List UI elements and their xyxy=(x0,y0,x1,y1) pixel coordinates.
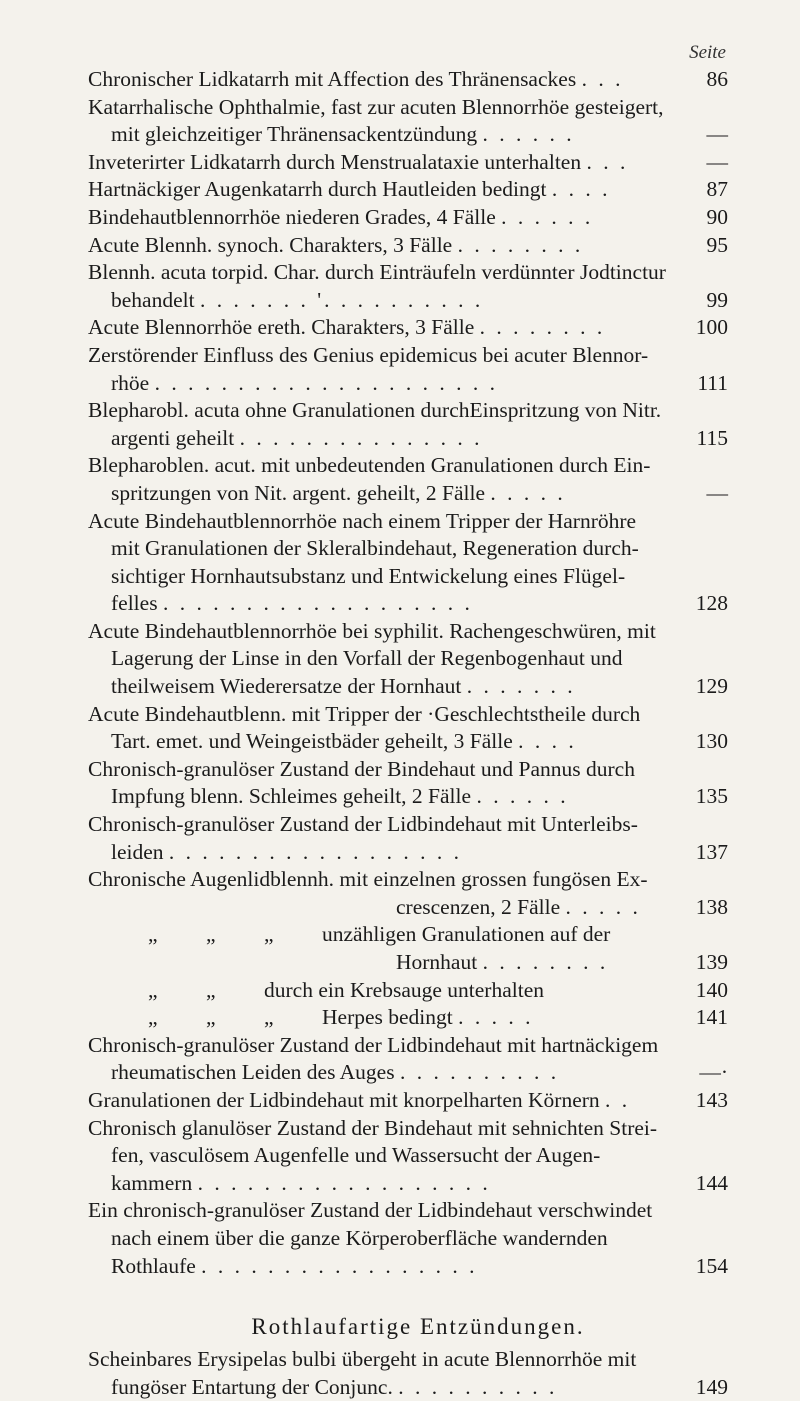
page-number: 135 xyxy=(695,784,728,809)
leader-dots: . . . . . . . . xyxy=(482,950,609,974)
entry-text: Chronisch-granulöser Zustand der Lidbindehaut mit hartnäckigem xyxy=(88,1032,659,1057)
entry-line xyxy=(88,342,680,370)
entry-text: Acute Blennorrhöe ereth. Charakters, 3 Fälle xyxy=(88,315,475,340)
entry-text: nach einem über die ganze Körperoberfläche wandernden xyxy=(111,1225,608,1250)
page-number: 144 xyxy=(695,1170,728,1195)
entry-text: unzähligen Granulationen auf der xyxy=(322,922,611,947)
entry-line xyxy=(88,1225,680,1253)
page-number: 130 xyxy=(695,729,728,754)
ditto-mark: „ xyxy=(264,922,274,947)
entry-text: Lagerung der Linse in den Vorfall der Regenbogenhaut und xyxy=(111,646,623,671)
entry-text: spritzungen von Nit. argent. geheilt, 2 Fälle xyxy=(111,480,485,505)
entry-line xyxy=(88,618,680,646)
page-number: — xyxy=(706,122,728,147)
index-entries xyxy=(88,66,728,1280)
index-entry xyxy=(88,756,728,811)
ditto-marks xyxy=(88,921,322,949)
entry-line xyxy=(88,1059,680,1087)
index-entry xyxy=(88,149,728,177)
entry-text: crescenzen, 2 Fälle xyxy=(396,894,561,919)
entry-line xyxy=(88,480,680,508)
entry-line xyxy=(88,1142,680,1170)
index-entry xyxy=(88,259,728,314)
leader-dots: . . . . . . . '. . . . . . . . . . xyxy=(199,287,484,312)
entry-text: Blepharobl. acuta ohne Granulationen durchEinspritzung von Nitr. xyxy=(88,398,662,423)
index-entry xyxy=(88,811,728,866)
entry-text: Hornhaut xyxy=(396,950,478,974)
entry-text: Herpes bedingt xyxy=(322,1005,453,1030)
entry-text: mit gleichzeitiger Thränensackentzündung xyxy=(111,122,478,147)
ditto-mark: „ xyxy=(206,922,216,947)
page-number: 115 xyxy=(696,425,728,450)
index-entry xyxy=(88,977,728,1005)
index-entry xyxy=(88,232,728,260)
entry-line xyxy=(88,287,680,315)
index-entry xyxy=(88,701,728,756)
entry-line xyxy=(88,232,680,260)
entry-line xyxy=(88,204,680,232)
entry-line xyxy=(88,563,680,591)
index-entry xyxy=(88,176,728,204)
page-number: 138 xyxy=(695,894,728,919)
page-number: 100 xyxy=(695,315,728,340)
entry-text: Blepharoblen. acut. mit unbedeutenden Granulationen durch Ein- xyxy=(88,453,651,478)
index-entry xyxy=(88,1004,728,1032)
index-entry xyxy=(88,1115,728,1198)
entry-line xyxy=(88,701,680,729)
entry-text: durch ein Krebsauge unterhalten xyxy=(264,977,544,1002)
index-entry xyxy=(88,1197,728,1280)
leader-dots: . . . . . xyxy=(490,480,566,505)
page-number: 154 xyxy=(695,1253,728,1278)
entry-line xyxy=(88,894,680,922)
index-entry xyxy=(88,342,728,397)
page-number: 95 xyxy=(706,232,728,257)
entry-line xyxy=(88,66,680,94)
page-number: 143 xyxy=(695,1087,728,1112)
leader-dots: . . . . . . . xyxy=(466,674,576,699)
entry-text: Hartnäckiger Augenkatarrh durch Hautleiden bedingt xyxy=(88,177,547,202)
entry-line xyxy=(88,425,680,453)
index-entry xyxy=(88,508,728,618)
entry-line xyxy=(88,1197,680,1225)
entry-text: Acute Bindehautblennorrhöe bei syphilit. Rachengeschwüren, mit xyxy=(88,618,656,643)
index-entry xyxy=(88,1346,728,1401)
entry-text: Acute Bindehautblennorrhöe nach einem Tripper der Harnröhre xyxy=(88,508,637,533)
entry-text: argenti geheilt xyxy=(111,425,235,450)
leader-dots: . . . . . . . . . . . . . . . . . . xyxy=(197,1170,491,1195)
entry-line xyxy=(88,783,680,811)
entry-text: Chronisch-granulöser Zustand der Lidbindehaut mit Unterleibs- xyxy=(88,812,638,837)
leader-dots: . . . . . . . . . . xyxy=(398,1374,558,1399)
page-number: 139 xyxy=(695,950,728,974)
page-number: —· xyxy=(699,1060,728,1085)
entry-line xyxy=(88,259,680,287)
entry-text: Chronisch-granulöser Zustand der Bindehaut und Pannus durch xyxy=(88,756,635,781)
entry-text: Chronischer Lidkatarrh mit Affection des Thränensackes xyxy=(88,67,577,91)
entry-text: rhöe xyxy=(111,370,150,395)
entry-text: Bindehautblennorrhöe niederen Grades, 4 Fälle xyxy=(88,204,496,229)
entry-line xyxy=(88,949,680,977)
entry-text: Impfung blenn. Schleimes geheilt, 2 Fälle xyxy=(111,784,472,809)
entry-line xyxy=(88,1032,680,1060)
entry-text: Tart. emet. und Weingeistbäder geheilt, 3 Fälle xyxy=(111,729,513,754)
ditto-mark: „ xyxy=(148,1005,158,1030)
entry-text: Scheinbares Erysipelas bulbi übergeht in acute Blennorrhöe mit xyxy=(88,1347,637,1372)
index-entry xyxy=(88,1087,728,1115)
ditto-mark: „ xyxy=(148,922,158,947)
entry-line xyxy=(88,176,680,204)
page-number: 87 xyxy=(706,177,728,202)
entry-line xyxy=(88,590,680,618)
entry-text: Acute Blennh. synoch. Charakters, 3 Fälle xyxy=(88,232,453,257)
index-entry xyxy=(88,1032,728,1087)
page-number: 149 xyxy=(695,1374,728,1399)
leader-dots: . . . . xyxy=(551,177,611,202)
entry-text: Katarrhalische Ophthalmie, fast zur acuten Blennorrhöe gesteigert, xyxy=(88,94,664,119)
leader-dots: . . . . . . . . . . . . . . . . . . . xyxy=(162,591,473,616)
entry-line xyxy=(88,94,680,122)
entry-line xyxy=(88,1374,680,1401)
leader-dots: . . . . . . . . . . . . . . . . . . . . . xyxy=(154,370,498,395)
entry-line xyxy=(88,121,680,149)
entry-line xyxy=(88,1346,680,1374)
entry-line xyxy=(88,508,680,536)
page-number: 99 xyxy=(706,287,728,312)
leader-dots: . . . . . . xyxy=(501,204,594,229)
entry-text: sichtiger Hornhautsubstanz und Entwickelung eines Flügel- xyxy=(111,563,626,588)
entry-line xyxy=(88,645,680,673)
entry-text: Granulationen der Lidbindehaut mit knorpelharten Körnern xyxy=(88,1087,600,1112)
entry-line xyxy=(88,866,680,894)
entry-line xyxy=(88,728,680,756)
entry-line xyxy=(88,977,680,1005)
leader-dots: . . . . . . . . . . . . . . . . . . xyxy=(168,839,463,864)
entry-line xyxy=(88,452,680,480)
leader-dots: . . . xyxy=(581,67,624,91)
entry-text: Chronische Augenlidblennh. mit einzelnen grossen fungösen Ex- xyxy=(88,867,648,892)
leader-dots: . . . . . . . . . . . . . . . . . xyxy=(201,1253,478,1278)
ditto-mark: „ xyxy=(206,1005,216,1030)
entry-line xyxy=(88,535,680,563)
ditto-mark: „ xyxy=(264,1005,274,1030)
ditto-mark: „ xyxy=(206,977,216,1002)
entry-text: Chronisch glanulöser Zustand der Bindehaut mit sehnichten Strei- xyxy=(88,1115,658,1140)
page-number: 90 xyxy=(706,204,728,229)
entry-line xyxy=(88,1087,680,1115)
page-number: — xyxy=(706,480,728,505)
entry-line xyxy=(88,370,680,398)
page-column-label: Seite xyxy=(689,42,726,63)
entry-text: Zerstörender Einfluss des Genius epidemicus bei acuter Blennor- xyxy=(88,342,649,367)
page-number: 140 xyxy=(695,977,728,1002)
page-number: 86 xyxy=(706,67,728,91)
entry-text: theilweisem Wiederersatze der Hornhaut xyxy=(111,674,462,699)
entry-line xyxy=(88,756,680,784)
page-number: 111 xyxy=(697,370,728,395)
leader-dots: . . . . . xyxy=(458,1005,534,1030)
entry-text: Ein chronisch-granulöser Zustand der Lidbindehaut verschwindet xyxy=(88,1198,653,1223)
leader-dots: . . . xyxy=(586,149,629,174)
entry-text: leiden xyxy=(111,839,164,864)
entry-line xyxy=(88,149,680,177)
page-number: — xyxy=(706,149,728,174)
leader-dots: . . xyxy=(605,1087,631,1112)
entry-text: rheumatischen Leiden des Auges xyxy=(111,1060,395,1085)
entry-text: mit Granulationen der Skleralbindehaut, Regeneration durch- xyxy=(111,536,639,561)
entry-text: kammern xyxy=(111,1170,193,1195)
entry-line xyxy=(88,839,680,867)
index-entry xyxy=(88,921,728,976)
entry-text: Acute Bindehautblenn. mit Tripper der ·Geschlechtstheile durch xyxy=(88,701,641,726)
entry-text: Inveterirter Lidkatarrh durch Menstrualataxie unterhalten xyxy=(88,149,582,174)
section-heading: Rothlaufartige Entzündungen. xyxy=(251,1314,585,1340)
entry-text: fen, vasculösem Augenfelle und Wassersucht der Augen- xyxy=(111,1143,601,1168)
entry-line xyxy=(88,673,680,701)
index-entry xyxy=(88,866,728,921)
leader-dots: . . . . . . . . xyxy=(457,232,584,257)
entry-text: felles xyxy=(111,591,158,616)
index-entry xyxy=(88,94,728,149)
entry-text: Rothlaufe xyxy=(111,1253,196,1278)
index-entry xyxy=(88,314,728,342)
entry-line xyxy=(88,397,680,425)
index-entry xyxy=(88,66,728,94)
leader-dots: . . . . . . xyxy=(476,784,569,809)
leader-dots: . . . . . . xyxy=(482,122,575,147)
index-page xyxy=(88,42,728,1401)
index-entry xyxy=(88,618,728,701)
leader-dots: . . . . . . . . . . . . . . . xyxy=(239,425,483,450)
entry-text: Blennh. acuta torpid. Char. durch Einträufeln verdünnter Jodtinctur xyxy=(88,260,666,285)
entry-line xyxy=(88,1115,680,1143)
page-number: 128 xyxy=(695,591,728,616)
entry-line xyxy=(88,1004,680,1032)
page-number: 137 xyxy=(695,839,728,864)
section-entries xyxy=(88,1346,728,1401)
index-entry xyxy=(88,397,728,452)
ditto-mark: „ xyxy=(148,977,158,1002)
page-number: 129 xyxy=(695,674,728,699)
ditto-marks xyxy=(88,977,264,1005)
leader-dots: . . . . . . . . xyxy=(479,315,606,340)
page-number: 141 xyxy=(695,1005,728,1030)
entry-line xyxy=(88,1170,680,1198)
leader-dots: . . . . xyxy=(518,729,577,754)
index-entry xyxy=(88,204,728,232)
entry-line xyxy=(88,314,680,342)
entry-text: behandelt xyxy=(111,287,195,312)
entry-text: fungöser Entartung der Conjunc. xyxy=(111,1374,393,1399)
entry-line xyxy=(88,811,680,839)
entry-line xyxy=(88,1253,680,1281)
ditto-marks xyxy=(88,1004,322,1032)
entry-line xyxy=(88,921,680,949)
index-entry xyxy=(88,452,728,507)
leader-dots: . . . . . xyxy=(565,894,641,919)
leader-dots: . . . . . . . . . . xyxy=(399,1060,560,1085)
